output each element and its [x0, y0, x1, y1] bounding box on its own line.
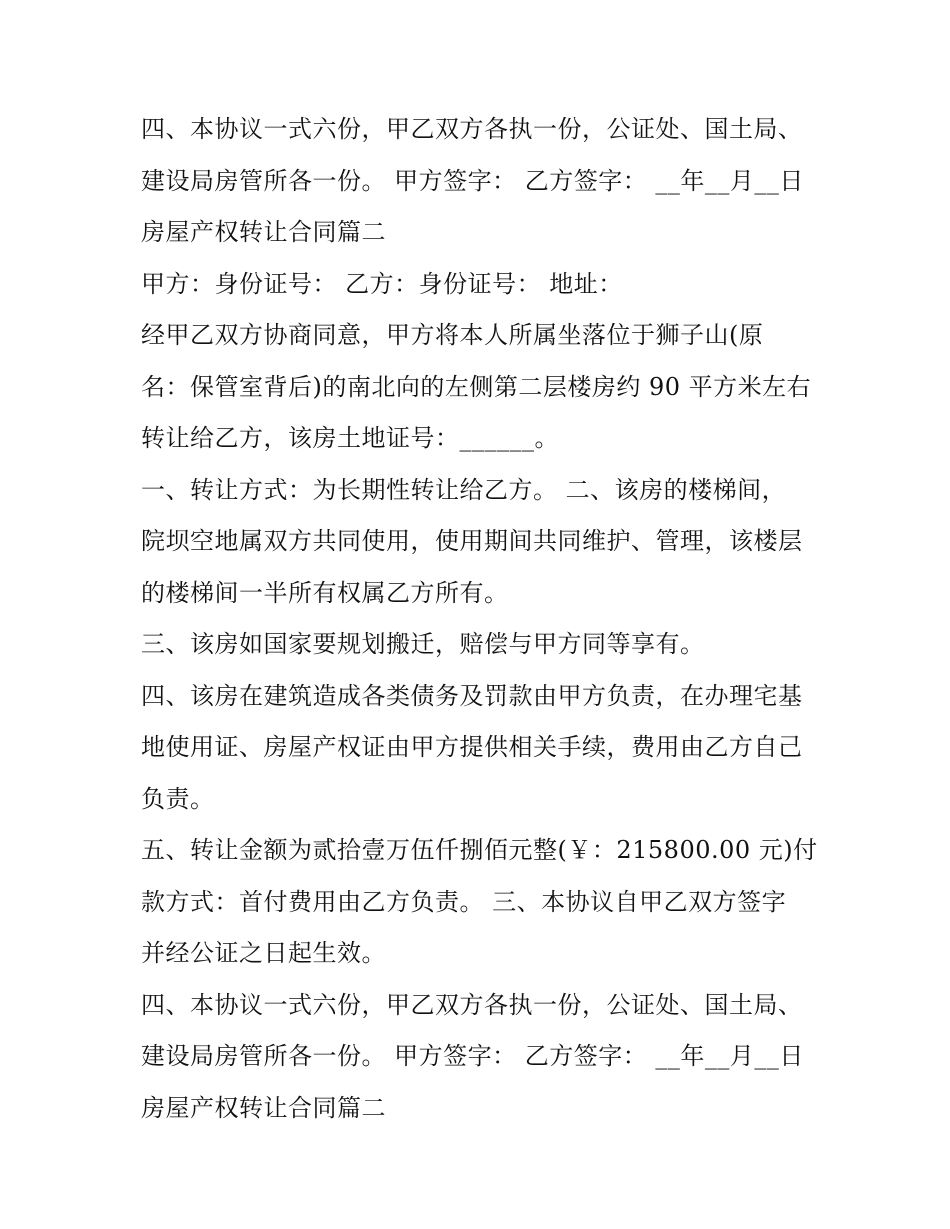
text-line: 名：保管室背后)的南北向的左侧第二层楼房约 90 平方米左右 — [141, 372, 812, 401]
text-line: 的楼梯间一半所有权属乙方所有。 — [141, 578, 509, 607]
text-line: 四、本协议一式六份，甲乙双方各执一份，公证处、国土局、 — [141, 115, 803, 143]
text-line: 五、转让金额为贰拾壹万伍仟捌佰元整(￥：215800.00 元)付 — [141, 836, 818, 864]
text-line: 转让给乙方，该房土地证号：______。 — [141, 424, 559, 452]
text-line: 并经公证之日起生效。 — [141, 939, 386, 967]
text-line: 地使用证、房屋产权证由甲方提供相关手续，费用由乙方自己 — [141, 733, 803, 761]
text-line: 甲方：身份证号： 乙方：身份证号： 地址： — [141, 269, 623, 298]
text-line: 院坝空地属双方共同使用，使用期间共同维护、管理，该楼层 — [141, 527, 803, 555]
text-line: 建设局房管所各一份。 甲方签字： 乙方签字： __年__月__日 — [141, 1042, 804, 1070]
text-line: 四、本协议一式六份，甲乙双方各执一份，公证处、国土局、 — [141, 990, 803, 1019]
section-heading: 房屋产权转让合同篇二 — [141, 1093, 386, 1122]
text-line: 经甲乙双方协商同意，甲方将本人所属坐落位于狮子山(原 — [141, 321, 764, 349]
text-line: 负责。 — [141, 784, 215, 813]
text-line: 三、该房如国家要规划搬迁，赔偿与甲方同等享有。 — [141, 630, 705, 658]
text-line: 建设局房管所各一份。 甲方签字： 乙方签字： __年__月__日 — [141, 166, 804, 195]
text-line: 款方式：首付费用由乙方负责。 三、本协议自甲乙双方签字 — [141, 887, 787, 916]
section-heading: 房屋产权转让合同篇二 — [141, 218, 386, 246]
document-body — [141, 104, 821, 1134]
text-line: 四、该房在建筑造成各类债务及罚款由甲方负责，在办理宅基 — [141, 681, 803, 710]
text-line: 一、转让方式：为长期性转让给乙方。 二、该房的楼梯间， — [141, 475, 787, 504]
